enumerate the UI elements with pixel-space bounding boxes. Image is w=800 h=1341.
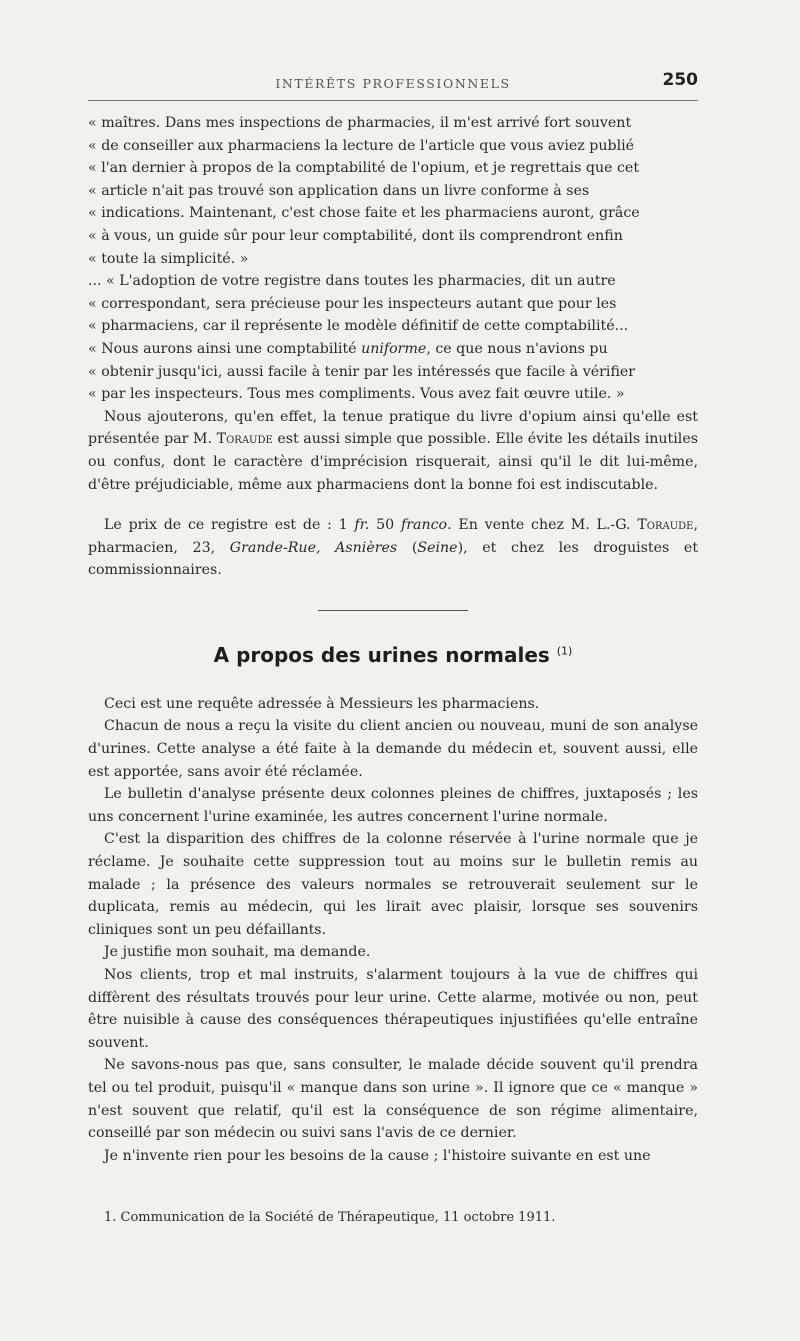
- seller-name: Toraude: [637, 517, 694, 534]
- quote-line: « toute la simplicité. »: [88, 250, 249, 267]
- price-text: , pharmacien, 23,: [88, 517, 698, 556]
- price-text: (: [397, 539, 418, 556]
- price-text: 50: [369, 517, 401, 534]
- price-text: Le prix de ce registre est de :: [104, 517, 339, 534]
- quote-text: , ce que nous n'avions pu: [426, 340, 608, 357]
- quoted-letter-1: [88, 112, 698, 270]
- quote-line: « pharmaciens, car il représente le modèle définitif de cette comptabilité...: [88, 318, 629, 335]
- paragraph-opium: [88, 406, 698, 496]
- franco-word: franco: [400, 517, 448, 534]
- paragraph-text: est aussi simple que possible. Elle évite les détails inutiles ou confus, dont le caractère d'imprécision risquerait, ainsi qu'il le dit lui-même, d'être préjudiciable, même aux pharmaciens dont la bonne foi est indiscutable.: [88, 431, 698, 493]
- page-number: 250: [662, 70, 698, 90]
- quote-line: « article n'ait pas trouvé son application dans un livre conforme à ses: [88, 182, 590, 199]
- emphasis-uniforme: uniforme: [361, 340, 427, 357]
- body-paragraph: Je justifie mon souhait, ma demande.: [104, 944, 371, 961]
- price-text: ), et chez les droguistes et commissionnaires.: [88, 539, 699, 579]
- quote-line: « de conseiller aux pharmaciens la lecture de l'article que vous aviez publié: [88, 137, 635, 154]
- section-divider: [318, 610, 468, 611]
- body-paragraph: C'est la disparition des chiffres de la colonne réservée à l'urine normale que je réclame. Je souhaite cette suppression tout au moins sur le bulletin remis au malade ; la présence des valeurs normales se retrouverait seulement sur le duplicata, remis au médecin, qui les lirait avec plaisir, lorsque ses souvenirs cliniques sont un peu défaillants.: [88, 831, 698, 938]
- body-paragraph: Nos clients, trop et mal instruits, s'alarment toujours à la vue de chiffres qui diffèrent des résultats trouvés pour leur urine. Cette alarme, motivée ou non, peut être nuisible à cause des conséquences thérapeutiques injustifiées qu'elle entraîne souvent.: [88, 967, 698, 1051]
- quote-line: [88, 338, 698, 361]
- header-rule: [88, 100, 698, 101]
- street-address: Grande-Rue, Asnières: [229, 539, 398, 556]
- section-title: [88, 643, 698, 667]
- body-paragraph: Ceci est une requête adressée à Messieurs les pharmaciens.: [104, 695, 540, 712]
- price-paragraph: [88, 514, 698, 582]
- spacer: [88, 496, 698, 514]
- quote-line: « par les inspecteurs. Tous mes compliments. Vous avez fait œuvre utile. »: [88, 386, 625, 403]
- quoted-letter-2: [88, 270, 698, 406]
- department: Seine: [417, 539, 458, 556]
- quote-line: « correspondant, sera précieuse pour les inspecteurs autant que pour les: [88, 295, 617, 312]
- paragraph-text: Nous ajouterons, qu'en effet, la tenue pratique du livre d'opium ainsi qu'elle est présentée par M.: [88, 408, 698, 448]
- footnote-text: 1. Communication de la Société de Thérapeutique, 11 octobre 1911.: [104, 1210, 556, 1226]
- section-body: [88, 693, 698, 1167]
- body-paragraph: Chacun de nous a reçu la visite du client ancien ou nouveau, muni de son analyse d'urines. Cette analyse a été faite à la demande du médecin et, souvent aussi, elle est apportée, sans avoir été réclamée.: [88, 718, 698, 780]
- body-paragraph: Ne savons-nous pas que, sans consulter, le malade décide souvent qu'il prendra tel ou tel produit, puisqu'il « manque dans son urine ». Il ignore que ce « manque » n'est souvent que relatif, qu'il est la conséquence de son régime alimentaire, conseillé par son médecin ou suivi sans l'avis de ce dernier.: [88, 1057, 698, 1142]
- footnote-reference: (1): [556, 644, 573, 658]
- author-name: Toraude: [216, 431, 273, 448]
- document-page: [88, 70, 698, 1230]
- section-title-text: A propos des urines normales: [213, 642, 550, 667]
- running-head: [88, 70, 698, 96]
- quote-line: « l'an dernier à propos de la comptabilité de l'opium, et je regrettais que cet: [88, 160, 640, 177]
- quote-line: « obtenir jusqu'ici, aussi facile à tenir par les intéressés que facile à vérifier: [88, 363, 636, 380]
- quote-line: « indications. Maintenant, c'est chose faite et les pharmaciens auront, grâce: [88, 205, 640, 222]
- price-value: 1: [338, 517, 355, 534]
- footnote: [88, 1207, 698, 1230]
- body-paragraph: Je n'invente rien pour les besoins de la cause ; l'histoire suivante en est une: [104, 1147, 651, 1164]
- price-unit: fr.: [354, 517, 370, 534]
- quote-line: « maîtres. Dans mes inspections de pharmacies, il m'est arrivé fort souvent: [88, 115, 632, 131]
- price-text: . En vente chez M. L.-G.: [447, 517, 638, 534]
- quote-line: ... « L'adoption de votre registre dans toutes les pharmacies, dit un autre: [88, 273, 616, 290]
- body-paragraph: Le bulletin d'analyse présente deux colonnes pleines de chiffres, juxtaposés ; les uns concernent l'urine examinée, les autres concernent l'urine normale.: [88, 786, 698, 825]
- running-title: INTÉRÊTS PROFESSIONNELS: [275, 76, 511, 91]
- quote-text: « Nous aurons ainsi une comptabilité: [88, 340, 362, 357]
- quote-line: « à vous, un guide sûr pour leur comptabilité, dont ils comprendront enfin: [88, 227, 623, 244]
